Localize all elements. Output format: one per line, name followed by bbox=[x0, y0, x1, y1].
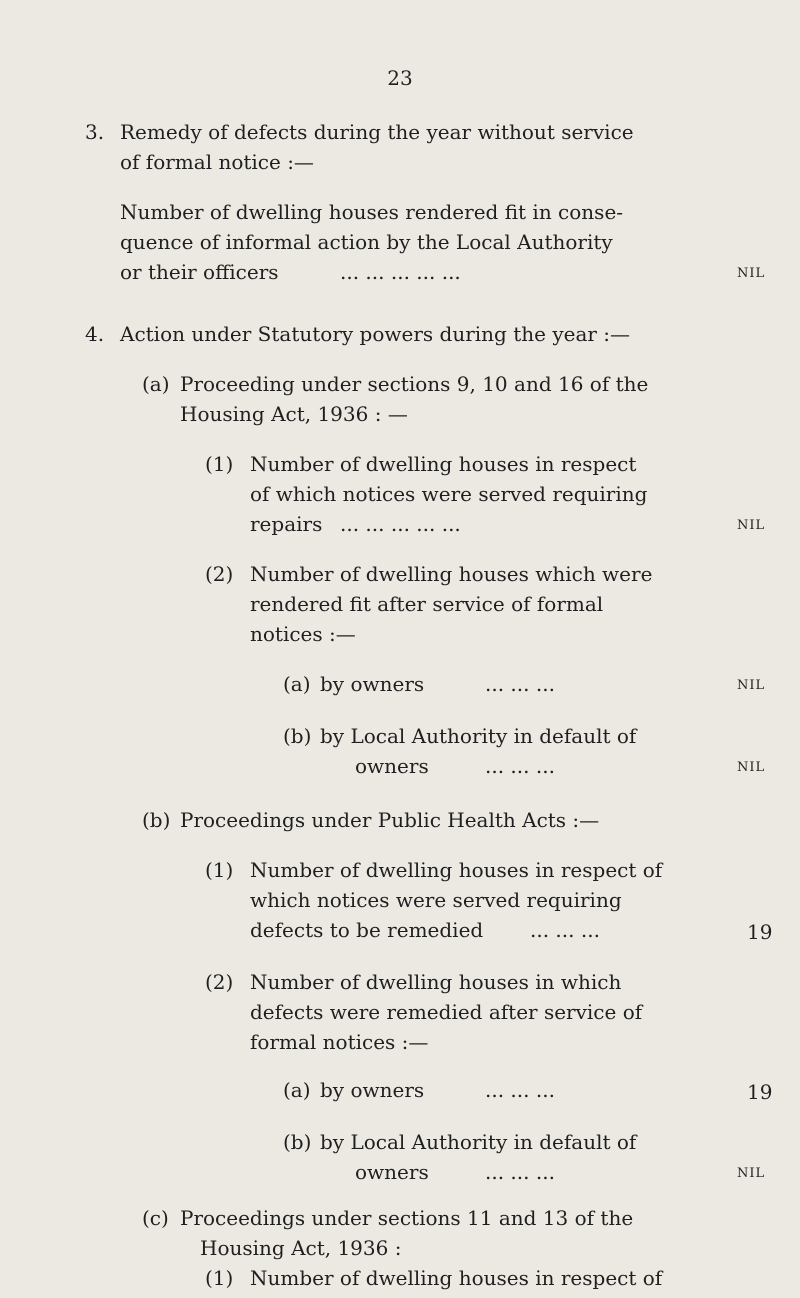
subsection-label: (a) bbox=[142, 372, 170, 396]
section-number: 3. bbox=[85, 120, 105, 144]
paragraph-line: Number of dwelling houses rendered fit in conse- bbox=[120, 200, 624, 224]
subitem-label: (a) bbox=[283, 672, 311, 696]
leader-dots: ... ... ... bbox=[485, 1160, 555, 1184]
value-nil: NIL bbox=[737, 266, 766, 281]
item-label: (1) bbox=[205, 452, 234, 476]
subsection-heading-cont: Housing Act, 1936 : — bbox=[180, 402, 408, 426]
subitem-label: (b) bbox=[283, 724, 312, 748]
paragraph-line: quence of informal action by the Local Authority bbox=[120, 230, 613, 254]
value-nil: NIL bbox=[737, 1166, 766, 1181]
subitem-text-cont: owners bbox=[355, 1160, 429, 1184]
subitem-label: (b) bbox=[283, 1130, 312, 1154]
paragraph-line: or their officers bbox=[120, 260, 279, 284]
subsection-heading: Proceedings under Public Health Acts :— bbox=[180, 808, 600, 832]
item-line: defects were remedied after service of bbox=[250, 1000, 643, 1024]
item-line: Number of dwelling houses in respect of bbox=[250, 858, 663, 882]
value-nil: NIL bbox=[737, 678, 766, 693]
value-nil: NIL bbox=[737, 760, 766, 775]
item-label: (2) bbox=[205, 562, 234, 586]
item-line: repairs bbox=[250, 512, 323, 536]
subitem-text: by owners bbox=[320, 672, 425, 696]
leader-dots: ... ... ... bbox=[485, 1078, 555, 1102]
subitem-text: by Local Authority in default of bbox=[320, 1130, 637, 1154]
leader-dots: ... ... ... bbox=[485, 672, 555, 696]
item-line: which notices were served requiring bbox=[250, 888, 622, 912]
item-line: Number of dwelling houses which were bbox=[250, 562, 653, 586]
subitem-text: by owners bbox=[320, 1078, 425, 1102]
section-heading: Action under Statutory powers during the year :— bbox=[120, 322, 631, 346]
subsection-label: (c) bbox=[142, 1206, 169, 1230]
item-line: notices :— bbox=[250, 622, 356, 646]
subsection-heading-cont: Housing Act, 1936 : bbox=[200, 1236, 402, 1260]
subsection-label: (b) bbox=[142, 808, 171, 832]
leader-dots: ... ... ... ... ... bbox=[340, 512, 461, 536]
subsection-heading: Proceeding under sections 9, 10 and 16 of the bbox=[180, 372, 649, 396]
leader-dots: ... ... ... bbox=[530, 918, 600, 942]
item-line: Number of dwelling houses in respect of bbox=[250, 1266, 663, 1290]
item-label: (1) bbox=[205, 858, 234, 882]
subitem-text-cont: owners bbox=[355, 754, 429, 778]
value-number: 19 bbox=[747, 1080, 773, 1104]
item-line: of which notices were served requiring bbox=[250, 482, 648, 506]
value-nil: NIL bbox=[737, 518, 766, 533]
item-line: rendered fit after service of formal bbox=[250, 592, 604, 616]
item-line: Number of dwelling houses in respect bbox=[250, 452, 637, 476]
section-number: 4. bbox=[85, 322, 105, 346]
section-heading-cont: of formal notice :— bbox=[120, 150, 314, 174]
item-label: (1) bbox=[205, 1266, 234, 1290]
leader-dots: ... ... ... bbox=[485, 754, 555, 778]
item-line: defects to be remedied bbox=[250, 918, 484, 942]
item-line: formal notices :— bbox=[250, 1030, 429, 1054]
section-heading: Remedy of defects during the year without service bbox=[120, 120, 634, 144]
subitem-label: (a) bbox=[283, 1078, 311, 1102]
subsection-heading: Proceedings under sections 11 and 13 of the bbox=[180, 1206, 634, 1230]
subitem-text: by Local Authority in default of bbox=[320, 724, 637, 748]
item-label: (2) bbox=[205, 970, 234, 994]
page-number: 23 bbox=[387, 66, 413, 90]
leader-dots: ... ... ... ... ... bbox=[340, 260, 461, 284]
value-number: 19 bbox=[747, 920, 773, 944]
item-line: Number of dwelling houses in which bbox=[250, 970, 622, 994]
